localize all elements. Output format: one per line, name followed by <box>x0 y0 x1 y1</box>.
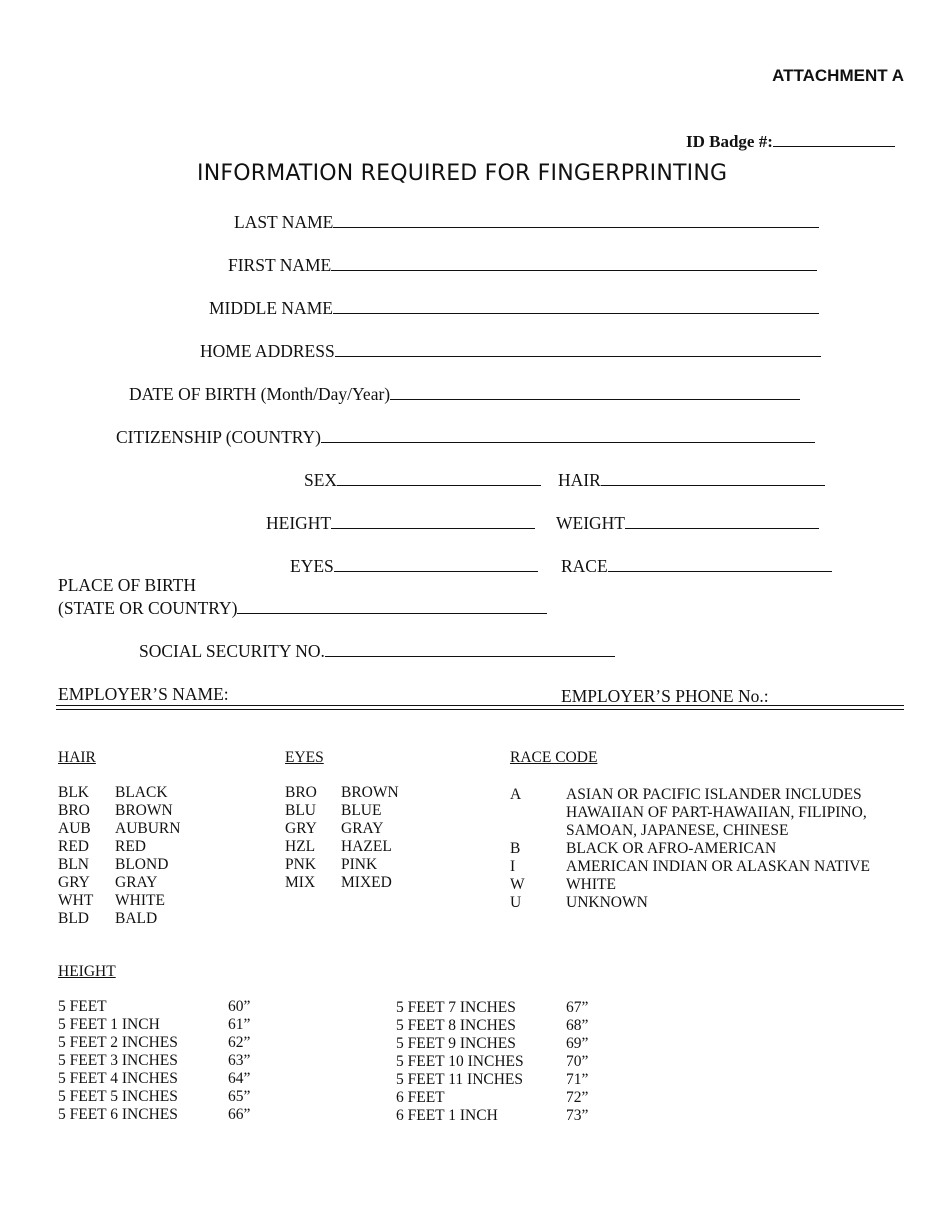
middle-name-line[interactable] <box>333 297 819 314</box>
id-badge-field[interactable] <box>686 130 895 152</box>
hair-field[interactable] <box>558 469 825 491</box>
last-name-label: LAST NAME <box>234 212 334 232</box>
table-row: 5 FEET 8 INCHES 68” <box>396 1017 589 1034</box>
middle-name-field[interactable] <box>209 297 819 319</box>
place-of-birth-line[interactable] <box>237 597 547 614</box>
middle-name-label: MIDDLE NAME <box>209 298 333 318</box>
last-name-line[interactable] <box>333 211 819 228</box>
table-row: 5 FEET 7 INCHES 67” <box>396 999 589 1016</box>
eye-codes-heading: EYES <box>285 749 324 766</box>
table-row: HAWAIIAN OF PART-HAWAIIAN, FILIPINO, <box>566 804 867 821</box>
height-codes-heading: HEIGHT <box>58 963 116 980</box>
first-name-field[interactable] <box>228 254 817 276</box>
eyes-field[interactable] <box>290 555 538 577</box>
table-row: BLU BLUE <box>285 802 382 819</box>
height-label: HEIGHT <box>266 513 332 533</box>
table-row: BLN BLOND <box>58 856 169 873</box>
table-row: 5 FEET 9 INCHES 69” <box>396 1035 589 1052</box>
height-codes-table-left <box>58 998 250 1124</box>
sex-field[interactable] <box>304 469 541 491</box>
id-badge-label: ID Badge #: <box>686 132 773 151</box>
hair-codes-heading: HAIR <box>58 749 96 766</box>
hair-line[interactable] <box>601 469 825 486</box>
attachment-label: ATTACHMENT A <box>772 66 904 85</box>
table-row: PNK PINK <box>285 856 378 873</box>
ssn-field[interactable] <box>139 640 615 662</box>
table-row: 5 FEET 3 INCHES 63” <box>58 1052 251 1069</box>
eye-codes-table <box>285 784 399 892</box>
table-row: AUB AUBURN <box>58 820 181 837</box>
place-of-birth-field[interactable] <box>58 597 547 619</box>
citizenship-field[interactable] <box>116 426 815 448</box>
citizenship-label: CITIZENSHIP (COUNTRY) <box>116 427 321 447</box>
table-row: 5 FEET 60” <box>58 998 251 1015</box>
table-row: 5 FEET 6 INCHES 66” <box>58 1106 251 1123</box>
weight-line[interactable] <box>625 512 819 529</box>
first-name-label: FIRST NAME <box>228 255 332 275</box>
race-codes-table <box>510 786 870 912</box>
home-address-field[interactable] <box>200 340 821 362</box>
home-address-line[interactable] <box>335 340 821 357</box>
table-row: GRY GRAY <box>58 874 158 891</box>
table-row: 5 FEET 2 INCHES 62” <box>58 1034 251 1051</box>
eyes-line[interactable] <box>334 555 538 572</box>
race-codes-heading: RACE CODE <box>510 749 598 766</box>
table-row: BRO BROWN <box>58 802 173 819</box>
dob-label: DATE OF BIRTH (Month/Day/Year) <box>129 384 391 404</box>
hair-codes-table <box>58 784 180 928</box>
weight-label: WEIGHT <box>556 513 626 533</box>
table-row: A ASIAN OR PACIFIC ISLANDER INCLUDES <box>510 786 862 803</box>
dob-field[interactable] <box>129 383 800 405</box>
table-row: W WHITE <box>510 876 616 893</box>
race-field[interactable] <box>561 555 832 577</box>
table-row: 5 FEET 5 INCHES 65” <box>58 1088 251 1105</box>
table-row: 5 FEET 10 INCHES 70” <box>396 1053 589 1070</box>
table-row: 5 FEET 1 INCH 61” <box>58 1016 251 1033</box>
ssn-line[interactable] <box>325 640 615 657</box>
table-row: BLK BLACK <box>58 784 168 801</box>
divider-bottom <box>56 709 904 710</box>
table-row: 5 FEET 11 INCHES 71” <box>396 1071 589 1088</box>
table-row: SAMOAN, JAPANESE, CHINESE <box>566 822 789 839</box>
table-row: U UNKNOWN <box>510 894 648 911</box>
table-row: 6 FEET 1 INCH 73” <box>396 1107 589 1124</box>
table-row: B BLACK OR AFRO-AMERICAN <box>510 840 777 857</box>
employer-name-label: EMPLOYER’S NAME: <box>58 684 229 704</box>
table-row: GRY GRAY <box>285 820 384 837</box>
table-row: BRO BROWN <box>285 784 399 801</box>
employer-phone-label: EMPLOYER’S PHONE No.: <box>561 686 769 706</box>
eyes-label: EYES <box>290 556 334 576</box>
ssn-label: SOCIAL SECURITY NO. <box>139 641 325 661</box>
table-row: BLD BALD <box>58 910 158 927</box>
race-label: RACE <box>561 556 608 576</box>
home-address-label: HOME ADDRESS <box>200 341 335 361</box>
height-line[interactable] <box>331 512 535 529</box>
table-row: HZL HAZEL <box>285 838 392 855</box>
sex-label: SEX <box>304 470 338 490</box>
last-name-field[interactable] <box>234 211 819 233</box>
table-row: I AMERICAN INDIAN OR ALASKAN NATIVE <box>510 858 870 875</box>
table-row: 6 FEET 72” <box>396 1089 589 1106</box>
divider-top <box>56 705 904 706</box>
table-row: WHT WHITE <box>58 892 165 909</box>
weight-field[interactable] <box>556 512 819 534</box>
table-row: RED RED <box>58 838 146 855</box>
place-of-birth-sublabel: (STATE OR COUNTRY) <box>58 598 238 618</box>
table-row: 5 FEET 4 INCHES 64” <box>58 1070 251 1087</box>
page-title: INFORMATION REQUIRED FOR FINGERPRINTING <box>197 161 728 186</box>
hair-label: HAIR <box>558 470 601 490</box>
race-line[interactable] <box>608 555 832 572</box>
place-of-birth-label: PLACE OF BIRTH <box>58 575 196 595</box>
id-badge-line[interactable] <box>773 130 895 147</box>
height-codes-table-right <box>396 999 588 1125</box>
height-field[interactable] <box>266 512 535 534</box>
sex-line[interactable] <box>337 469 541 486</box>
first-name-line[interactable] <box>331 254 817 271</box>
table-row: MIX MIXED <box>285 874 392 891</box>
dob-line[interactable] <box>390 383 800 400</box>
citizenship-line[interactable] <box>321 426 815 443</box>
